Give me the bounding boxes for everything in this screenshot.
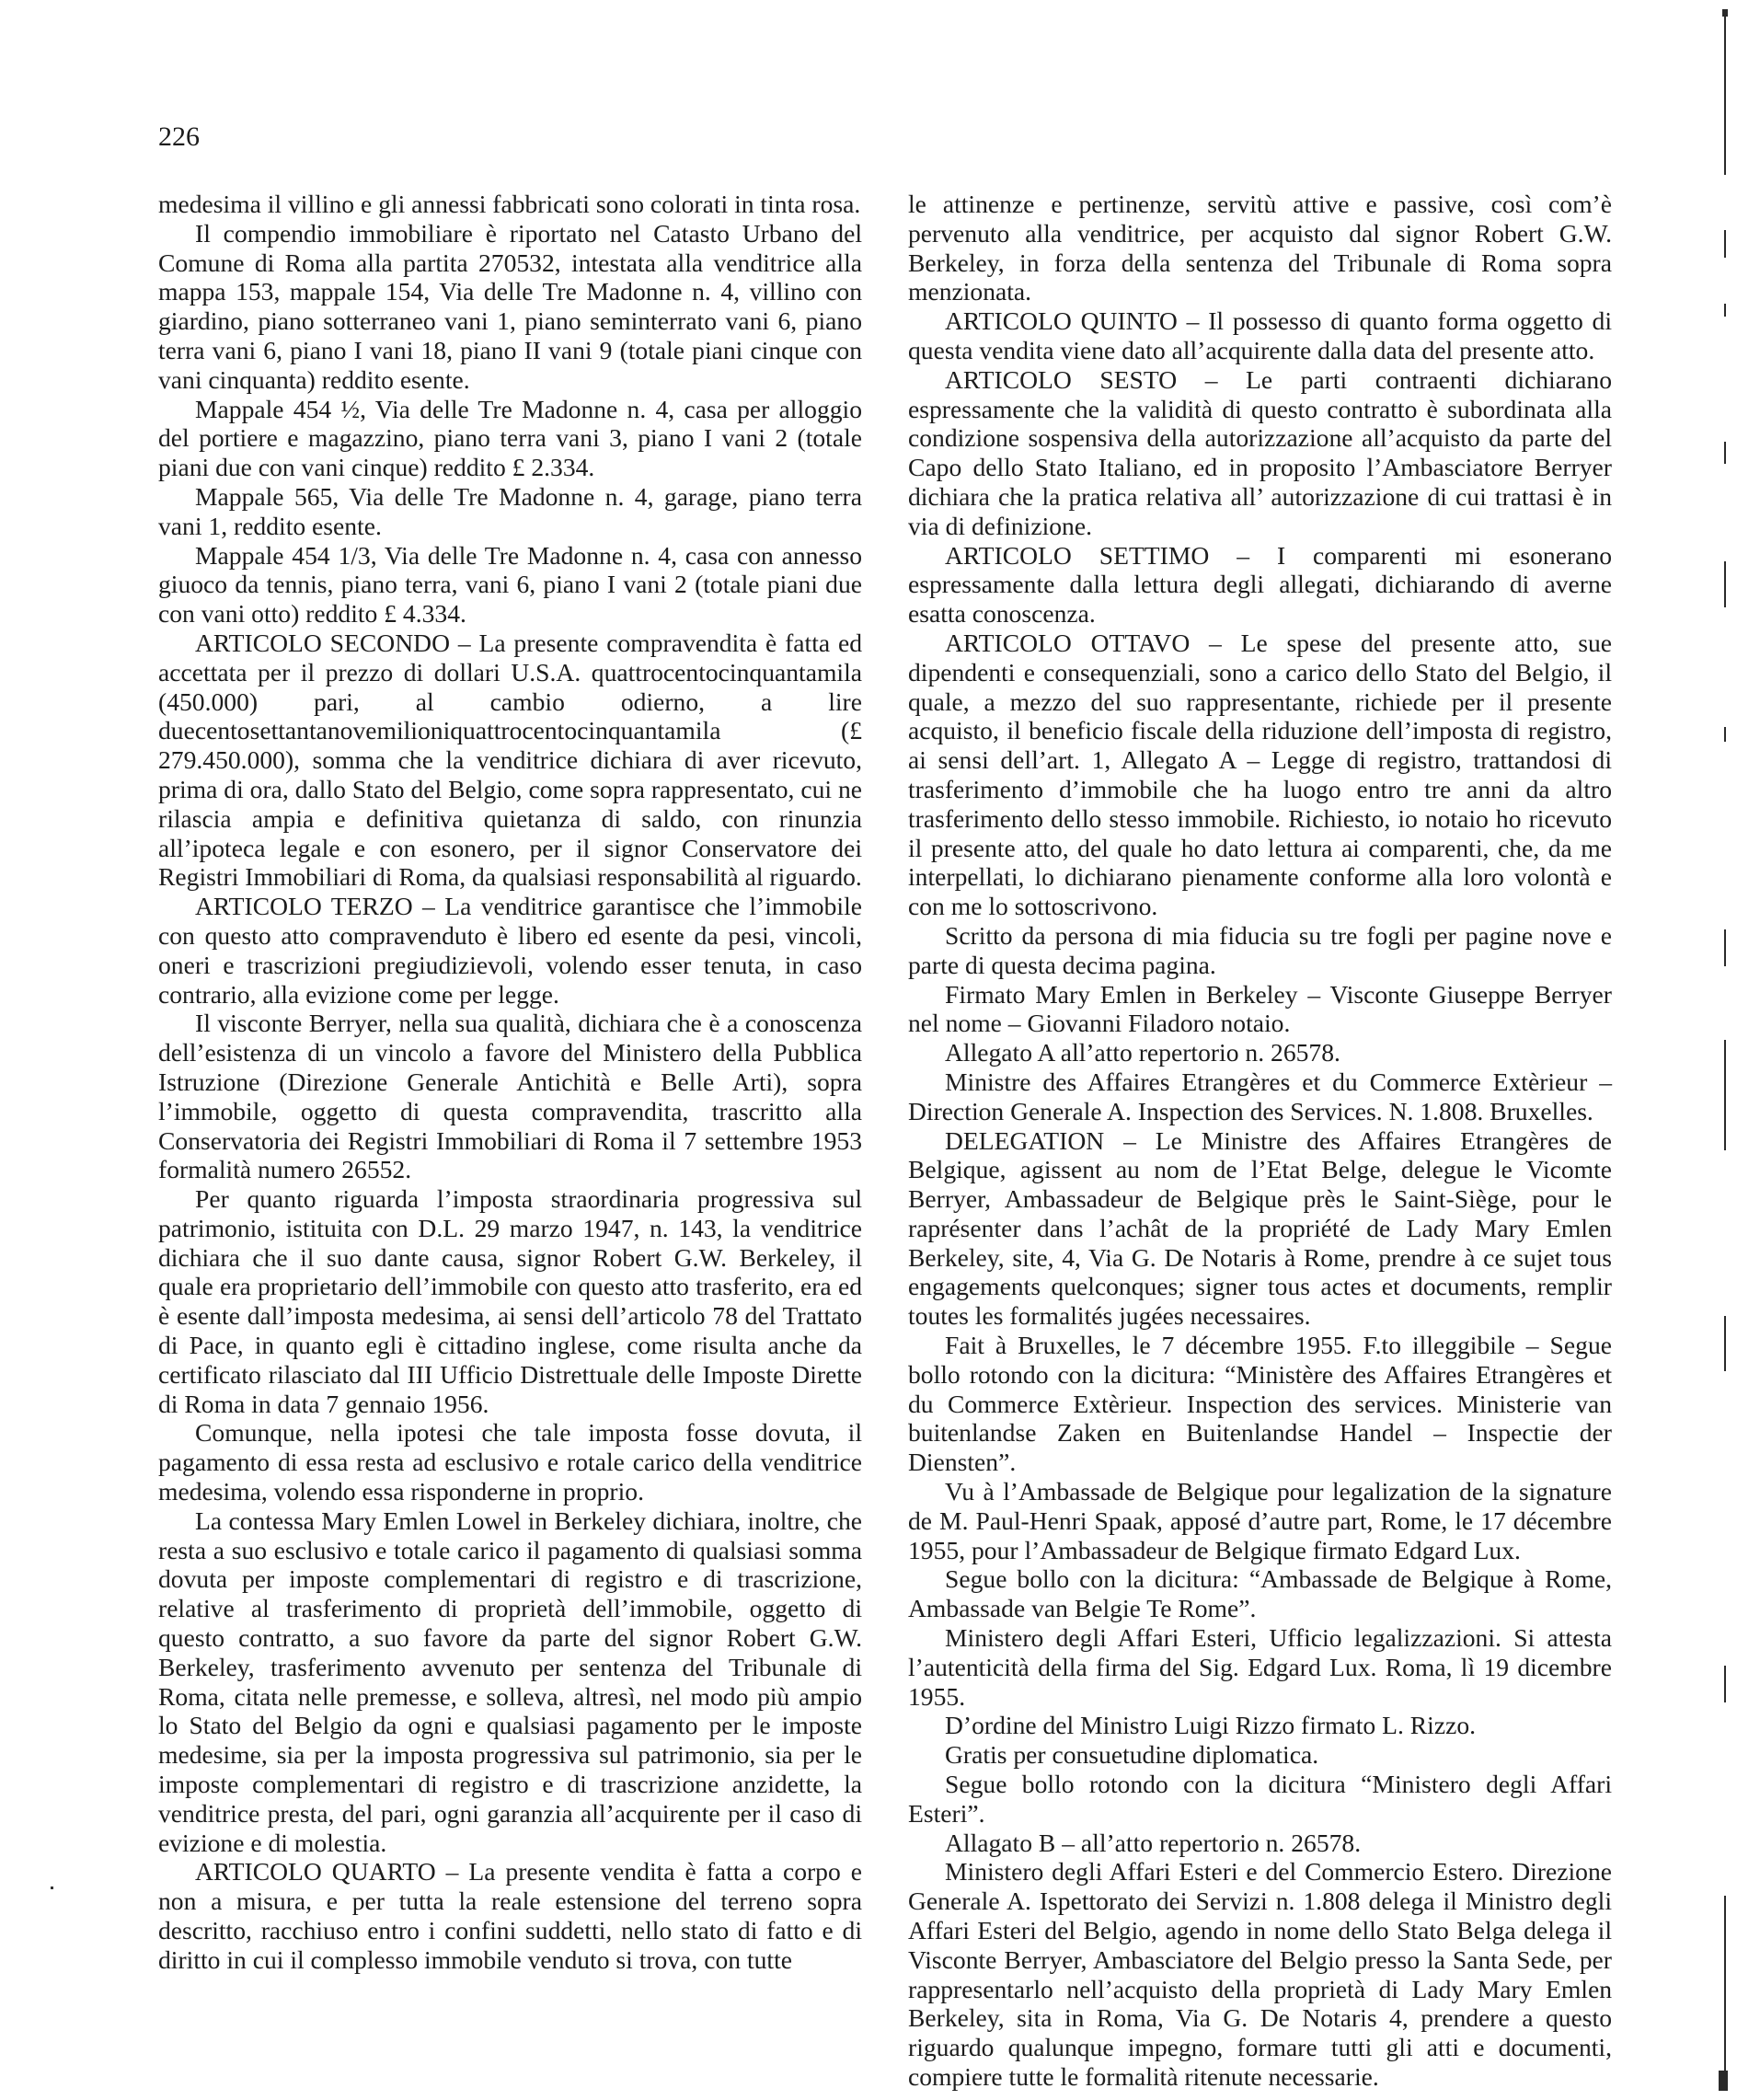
paragraph: Ministero degli Affari Esteri, Ufficio legalizzazioni. Si attesta l’autenticità della firma del Sig. Edgard Lux. Roma, lì 19 dicembre 1955. — [908, 1623, 1612, 1711]
paragraph: Comunque, nella ipotesi che tale imposta fosse dovuta, il pagamento di essa resta ad esclusivo e rotale carico della venditrice medesima, volendo essa risponderne in proprio. — [158, 1418, 862, 1506]
paragraph: Ministero degli Affari Esteri e del Commercio Estero. Direzione Generale A. Ispettorato dei Servizi n. 1.808 delega il Ministro degli Affari Esteri del Belgio, agendo in nome dello Stato Belga delega il Visconte Berryer, Ambasciatore del Belgio presso la Santa Sede, per rappresentarlo nell’acquisto della proprietà di Lady Mary Emlen Berkeley, sita in Roma, Via G. De Notaris 4, prendere a questo riguardo qualunque impegno, formare tutti gli atti e documenti, compiere tutte le formalità ritenute necessarie. — [908, 1857, 1612, 2091]
paragraph: Scritto da persona di mia fiducia su tre fogli per pagine nove e parte di questa decima pagina. — [908, 920, 1612, 979]
paragraph: Firmato Mary Emlen in Berkeley – Visconte Giuseppe Berryer nel nome – Giovanni Filadoro notaio. — [908, 979, 1612, 1038]
paragraph-articolo-terzo: ARTICOLO TERZO – La venditrice garantisce che l’immobile con questo atto compravenduto è libero ed esente da pesi, vincoli, oneri e trascrizioni pregiudizievoli, volendo esser tenuta, in caso contrario, alla evizione come per legge. — [158, 892, 862, 1009]
paragraph-articolo-sesto: ARTICOLO SESTO – Le parti contraenti dichiarano espressamente che la validità di questo contratto è subordinata alla condizione sospensiva della autorizzazione all’acquisto da parte del Capo dello Stato Italiano, ed in proposito l’Ambasciatore Berryer dichiara che la pratica relativa all’ autorizzazione di cui trattasi è in via di definizione. — [908, 364, 1612, 540]
paragraph: medesima il villino e gli annessi fabbricati sono colorati in tinta rosa. — [158, 190, 861, 218]
paragraph: Fait à Bruxelles, le 7 décembre 1955. F.to illeggibile – Segue bollo rotondo con la dicitura: “Ministère des Affaires Etrangères et du Commerce Extèrieur. Inspection des services. Ministerie van buitenlandse Zaken en Buitenlandse Handel – Inspectie der Diensten”. — [908, 1331, 1612, 1477]
paragraph: Per quanto riguarda l’imposta straordinaria progressiva sul patrimonio, istituita con D.L. 29 marzo 1947, n. 143, la venditrice dichiara che il suo dante causa, signor Robert G.W. Berkeley, il quale era proprietario dell’immobile con questo atto trasferito, era ed è esente dall’imposta medesima, ai sensi dell’articolo 78 del Trattato di Pace, in quanto egli è cittadino inglese, come risulta anche da certificato rilasciato dal III Ufficio Distrettuale delle Imposte Dirette di Roma in data 7 gennaio 1956. — [158, 1184, 862, 1418]
paragraph-articolo-settimo: ARTICOLO SETTIMO – I comparenti mi esonerano espressamente dalla lettura degli allegati, dichiarando di averne esatta conoscenza. — [908, 540, 1612, 629]
paragraph: le attinenze e pertinenze, servitù attive e passive, così com’è pervenuto alla venditrice, per acquisto dal signor Robert G.W. Berkeley, in forza della sentenza del Tribunale di Roma sopra menzionata. — [908, 190, 1612, 306]
scan-edge-mark — [1722, 9, 1728, 2091]
paragraph: Gratis per consuetudine diplomatica. — [945, 1740, 1319, 1770]
paragraph: Allegato A all’atto repertorio n. 26578. — [945, 1038, 1340, 1067]
paragraph: Mappale 454 ½, Via delle Tre Madonne n. 4, casa per alloggio del portiere e magazzino, piano terra vani 3, piano I vani 2 (totale piani due con vani cinque) reddito £ 2.334. — [158, 394, 862, 482]
paragraph-articolo-quinto: ARTICOLO QUINTO – Il possesso di quanto forma oggetto di questa vendita viene dato all’acquirente dalla data del presente atto. — [908, 306, 1612, 364]
page-number: 226 — [158, 121, 200, 152]
paragraph: Segue bollo rotondo con la dicitura “Ministero degli Affari Esteri”. — [908, 1770, 1612, 1828]
paragraph-delegation: DELEGATION – Le Ministre des Affaires Etrangères de Belgique, agissent au nom de l’Etat Belge, delegue le Vicomte Berryer, Ambassadeur de Belgique près le Saint-Siège, pour le raprésenter dans l’achât de la propriété de Lady Mary Emlen Berkeley, site, 4, Via G. De Notaris à Rome, prendre à ce sujet tous engagements quelconques; signer tous actes et documents, remplir toutes les formalités jugées necessaires. — [908, 1125, 1612, 1331]
paragraph-articolo-secondo: ARTICOLO SECONDO – La presente compravendita è fatta ed accettata per il prezzo di dollari U.S.A. quattrocentocinquantamila (450.000) pari, al cambio odierno, a lire duecentosettantanovemilioniquattrocentocinquantamila (£ 279.450.000), somma che la venditrice dichiara di aver ricevuto, prima di ora, dallo Stato del Belgio, come sopra rappresentato, cui ne rilascia ampia e definitiva quietanza di saldo, con rinunzia all’ipoteca legale e con esonero, per il signor Conservatore dei Registri Immobiliari di Roma, da qualsiasi responsabilità al riguardo. — [158, 628, 862, 892]
left-column — [158, 190, 862, 1975]
paragraph: Il visconte Berryer, nella sua qualità, dichiara che è a conoscenza dell’esistenza di un vincolo a favore del Ministero della Pubblica Istruzione (Direzione Generale Antichità e Belle Arti), sopra l’immobile, oggetto di questa compravendita, trascritto alla Conservatoria dei Registri Immobiliari di Roma il 7 settembre 1953 formalità numero 26552. — [158, 1009, 862, 1184]
paragraph: Mappale 565, Via delle Tre Madonne n. 4, garage, piano terra vani 1, reddito esente. — [158, 481, 862, 540]
paragraph-articolo-ottavo: ARTICOLO OTTAVO – Le spese del presente atto, sue dipendenti e consequenziali, sono a carico dello Stato del Belgio, il quale, a mezzo del suo rappresentante, richiede per il presente acquisto, il beneficio fiscale della riduzione dell’imposta di registro, ai sensi dell’art. 1, Allegato A – Legge di registro, trattandosi di trasferimento d’immobile che ha luogo entro tre anni da altro trasferimento dello stesso immobile. Richiesto, io notaio ho ricevuto il presente atto, del quale ho dato lettura ai comparenti, che, da me interpellati, lo dichiarano pienamente conforme alla loro volontà e con me lo sottoscrivono. — [908, 628, 1612, 921]
paragraph: Allagato B – all’atto repertorio n. 26578. — [945, 1828, 1362, 1857]
paragraph: Mappale 454 1/3, Via delle Tre Madonne n. 4, casa con annesso giuoco da tennis, piano terra, vani 6, piano I vani 2 (totale piani due con vani otto) reddito £ 4.334. — [158, 540, 862, 629]
right-column — [908, 190, 1612, 2092]
paragraph-articolo-quarto: ARTICOLO QUARTO – La presente vendita è fatta a corpo e non a misura, e per tutta la reale estensione del terreno sopra descritto, racchiuso entro i confini suddetti, nello stato di fatto e di diritto in cui il complesso immobile venduto si trova, con tutte — [158, 1857, 862, 1974]
paragraph: Vu à l’Ambassade de Belgique pour legalization de la signature de M. Paul-Henri Spaak, apposé d’autre part, Rome, le 17 décembre 1955, pour l’Ambassadeur de Belgique firmato Edgard Lux. — [908, 1477, 1612, 1564]
paragraph: La contessa Mary Emlen Lowel in Berkeley dichiara, inoltre, che resta a suo esclusivo e totale carico il pagamento di qualsiasi somma dovuta per imposte complementari di registro e di trascrizione, relative al trasferimento di proprietà dell’immobile, oggetto di questo contratto, a suo favore da parte del signor Robert G.W. Berkeley, trasferimento avvenuto per sentenza del Tribunale di Roma, citata nelle premesse, e solleva, altresì, nel modo più ampio lo Stato del Belgio da ogni e qualsiasi pagamento per le imposte medesime, sia per la imposta progressiva sul patrimonio, sia per le imposte complementari di registro e di trascrizione anzidette, la venditrice presta, del pari, ogni garanzia all’acquirente per il caso di evizione e di molestia. — [158, 1506, 862, 1857]
paragraph: Ministre des Affaires Etrangères et du Commerce Extèrieur – Direction Generale A. Inspection des Services. N. 1.808. Bruxelles. — [908, 1067, 1612, 1125]
paragraph: Il compendio immobiliare è riportato nel Catasto Urbano del Comune di Roma alla partita 270532, intestata alla venditrice alla mappa 153, mappale 154, Via delle Tre Madonne n. 4, villino con giardino, piano sotterraneo vani 1, piano seminterrato vani 6, piano terra vani 6, piano I vani 18, piano II vani 9 (totale piani cinque con vani cinquanta) reddito esente. — [158, 218, 862, 394]
paragraph: Segue bollo con la dicitura: “Ambassade de Belgique à Rome, Ambassade van Belgie Te Rome”. — [908, 1564, 1612, 1623]
scan-speck — [51, 1887, 53, 1889]
paragraph: D’ordine del Ministro Luigi Rizzo firmato L. Rizzo. — [945, 1711, 1477, 1740]
